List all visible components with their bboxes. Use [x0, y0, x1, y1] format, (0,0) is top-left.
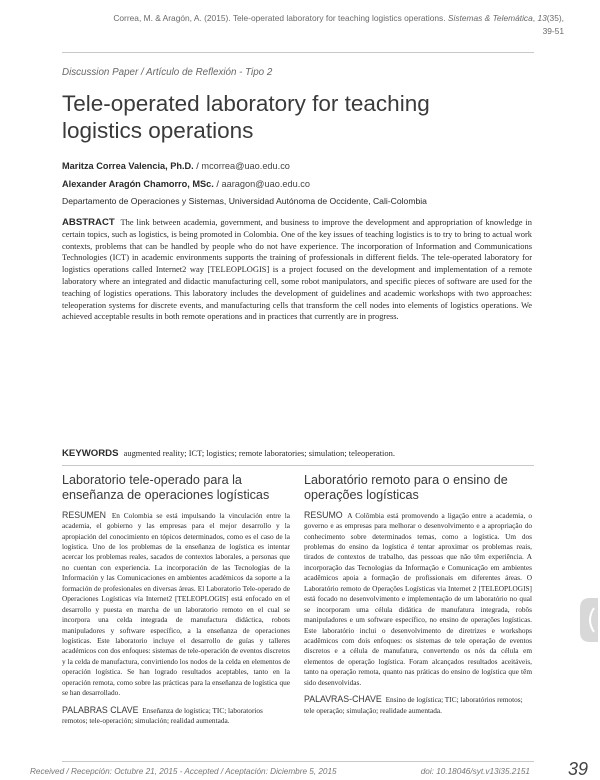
author-1-separator: / [193, 161, 202, 171]
spanish-heading: Laboratorio tele-operado para la enseñanza de operaciones logísticas [62, 473, 270, 502]
affiliation: Departamento de Operaciones y Sistemas, Universidad Autónoma de Occidente, Cali-Colombia [62, 196, 427, 206]
abstract [62, 217, 532, 323]
author-2 [62, 179, 310, 189]
portuguese-keywords-label: PALAVRAS-CHAVE [304, 694, 382, 705]
spanish-abstract [62, 510, 290, 699]
portuguese-abstract [304, 510, 532, 689]
portuguese-abstract-column [304, 473, 532, 716]
keywords-text: augmented reality; ICT; logistics; remote laboratories; simulation; teleoperation. [123, 448, 395, 458]
citation-issue: (35), [546, 13, 564, 23]
spanish-abstract-text: En Colombia se está impulsando la vinculación entre la academia, el gobierno y las empresas para el mejor desarrollo y la apropiación del conocimiento en tópicos determinados, como es el caso de la logística. Uno de los problemas de la enseñanza de logística es intentar acercar los problemas reales, sacados de contextos laborales, a personas que no cuentan con experiencia. La incorporación de las Tecnologías de la Información y las Comunicaciones en ambientes académicos da soporte a la formación de profesionales en diversas áreas. El Laboratorio Tele-operado de Operaciones Logísticas vía Internet2 [TELEOPLOGIS] está enfocado en el desarrollo y puesta en marcha de un laboratorio remoto en el cual se incorpora una celda integrada de manufactura didáctica, robots manipuladores y software específico, a la enseñanza de operaciones logísticas. Este laboratorio incluye el desarrollo de guías y talleres académicos con dos enfoques: sistemas de tele-operación de eventos discretos y la celda de manufactura, convirtiendo los nodos de la celda en elementos de operación logística. Se han logrado resultados aceptables, tanto en la operación remota, como sobre las prácticas para la enseñanza de logística que se han desarrollado. [62, 510, 290, 698]
portuguese-abstract-text: A Colômbia está promovendo a ligação entre a academia, o governo e as empresas para melhorar o desenvolvimento e a apropriação do conhecimento sobre determinados temas, como a logística. Um dos problemas do ensino da logística é tentar aproximar os problemas reais, tirados de contextos de trabalho, das pessoas que não têm experiência. A incorporação das Tecnologias da Informação e Comunicação em ambientes acadêmicos apoia a formação de profissionais em diferentes áreas. O Laboratório remoto de Operações Logísticas via Internet 2 [TELEOPLOGIS] está focado no desenvolvimento e implementação de um laboratório no qual se incorporam uma célula didática de manufatura integrada, robôs manipuladores e um software específico, no ensino de operações logísticas. Este laboratório inclui o desenvolvimento de diretrizes e workshops acadêmicos com dois enfoques: os sistemas de tele operação de eventos discretos e a célula de manufatura, convertendo os nós da célula em elementos de operação logística. Foram alcançados resultados aceitáveis, tanto na operação remota, quanto nas práticas do ensino de logística que têm sido desenvolvidas. [304, 510, 532, 687]
citation-journal: Sistemas & Telemática [447, 13, 533, 23]
author-1 [62, 161, 290, 171]
portuguese-heading: Laboratório remoto para o ensino de operações logísticas [304, 473, 508, 502]
footer-dates: Received / Recepción: Octubre 21, 2015 - Accepted / Aceptación: Diciembre 5, 2015 [30, 767, 337, 776]
middle-divider [62, 465, 534, 466]
citation-header: Correa, M. & Aragón, A. (2015). Tele-operated laboratory for teaching logistics operations. Sistemas & Telemática, 13(35), 39-51 [113, 13, 564, 36]
author-2-email[interactable]: aaragon@uao.edu.co [221, 179, 310, 189]
abstract-label: ABSTRACT [62, 217, 115, 228]
page-number: 39 [567, 759, 588, 779]
author-2-separator: / [213, 179, 222, 189]
spanish-abstract-label: RESUMEN [62, 509, 106, 520]
spanish-keywords [62, 705, 290, 727]
spanish-abstract-column [62, 473, 290, 727]
citation-pages: 39-51 [542, 25, 564, 36]
portuguese-keywords [304, 694, 532, 716]
spanish-keywords-text: Enseñanza de logística; TIC; laboratorios remotos; tele-operación; simulación; realidad aumentada. [62, 705, 263, 726]
footer-doi[interactable]: doi: 10.18046/syt.v13i35.2151 [420, 767, 530, 776]
citation-authors: Correa, M. & Aragón, A. (2015). Tele-operated laboratory for teaching logistics operations. [113, 13, 446, 23]
author-1-name: Maritza Correa Valencia, Ph.D. [62, 161, 194, 171]
portuguese-keywords-text: Ensino de logística; TIC; laboratórios remotos; tele operação; simulação; realidade aumentada. [304, 695, 523, 715]
portuguese-abstract-label: RESUMO [304, 509, 343, 520]
abstract-text: The link between academia, government, and business to improve the development and appropriation of knowledge in certain topics, such as logistics, is being promoted in Colombia. One of the key issues of teaching logistics is to try to bring to actual work contexts, problems that can be handled by people who do not have experience. The incorporation of Information and Communications Technologies (ICT) in academic environments supports the training of professionals in different fields. The tele-operated laboratory for logistics operations called Internet2 way [TELEOPLOGIS] is a project focused on the development and implementation of a remote laboratory where an integrated and didactic manufacturing cell, some robot manipulators, and specific pieces of software are used for the teaching of logistics operations. This laboratory includes the development of guidelines and academic workshops with two approaches: teleoperation systems for discrete events, and manufacturing cells that transform the cell nodes into elements of logistics operations. We achieved acceptable results in both remote operations and in practices that currently are in progress. [62, 217, 532, 322]
top-divider [62, 52, 534, 53]
keywords [62, 448, 532, 460]
side-tab-icon [580, 598, 598, 642]
author-1-email[interactable]: mcorrea@uao.edu.co [201, 161, 290, 171]
spanish-keywords-label: PALABRAS CLAVE [62, 704, 139, 715]
author-2-name: Alexander Aragón Chamorro, MSc. [62, 179, 214, 189]
keywords-label: KEYWORDS [62, 448, 119, 459]
document-type: Discussion Paper / Artículo de Reflexión - Tipo 2 [62, 67, 273, 78]
page-title: Tele-operated laboratory for teaching logistics operations [62, 91, 430, 143]
bottom-divider [62, 761, 534, 762]
citation-volume: 13 [537, 13, 547, 23]
